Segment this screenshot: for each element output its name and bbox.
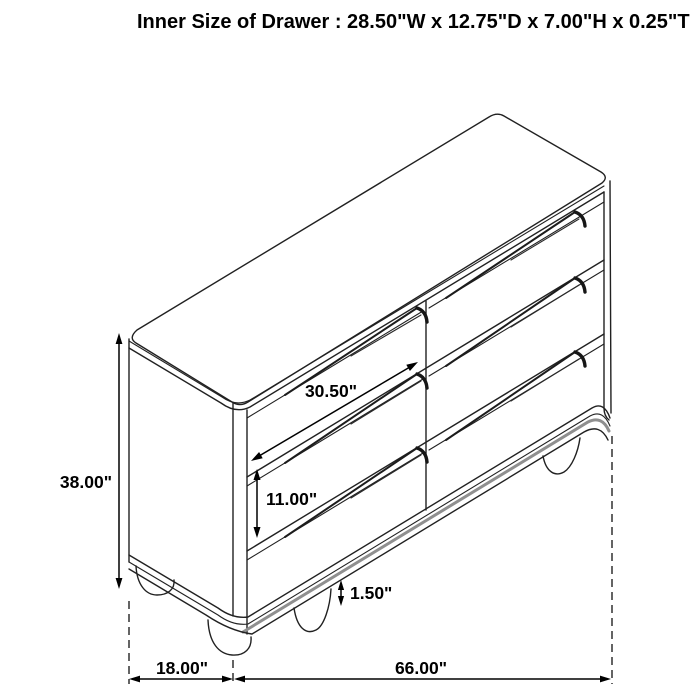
dim-base-height-label: 1.50" [350,583,393,603]
arrowhead-right [222,676,233,683]
dresser-top-face [132,114,605,404]
right-edge-inner [604,192,609,420]
arrowhead-lower-left [251,452,263,461]
arrowhead-upper-right [406,362,418,371]
arrowhead-right [600,676,611,683]
handle-lip-line [351,315,421,356]
dim-drawer-width [251,362,418,461]
dim-base-height [338,580,392,606]
handle-lip-line [511,359,579,401]
dim-overall-height [60,333,122,589]
handle-lip-line [351,455,421,498]
handle-lip-line [511,285,579,327]
handle-groove-line [446,352,575,440]
arrowhead-down [116,578,123,589]
arrowhead-left [234,676,245,683]
dim-overall-height-label: 38.00" [59,472,112,492]
handle-groove-line [446,212,575,298]
handle-lip-line [511,219,579,260]
foot-front-right [543,438,580,474]
dim-line [254,364,415,459]
top-edge-band-upper [129,186,604,403]
dim-drawer-width-label: 30.50" [304,381,358,401]
drawer-handle-r2-right [446,278,585,366]
arrowhead-left [129,676,140,683]
right-edge-outer [610,181,611,413]
drawer-handle-r3-right [446,352,585,440]
drawer-top-edge-r1-left [247,311,423,418]
dimension-annotations [60,333,612,684]
arrowhead-down [254,527,261,538]
handle-groove-line [446,278,575,366]
dim-overall-width [234,658,611,682]
dresser-base [129,406,610,655]
foot-front-left [208,620,251,655]
diagram-title: Inner Size of Drawer : 28.50"W x 12.75"D x 7.00"H x 0.25"T [137,11,690,33]
dim-drawer-height-label: 11.00" [266,489,318,509]
plinth-bottom-edge [129,429,608,634]
dim-overall-depth-label: 18.00" [155,658,209,678]
dim-overall-width-label: 66.00" [394,658,448,678]
dim-overall-depth [129,658,233,682]
handle-lip-line [351,381,421,424]
arrowhead-up [116,333,123,344]
foot-front-center [294,589,331,632]
arrowhead-up [254,469,261,480]
arrowhead-down [338,596,344,606]
dresser-illustration [129,114,611,655]
